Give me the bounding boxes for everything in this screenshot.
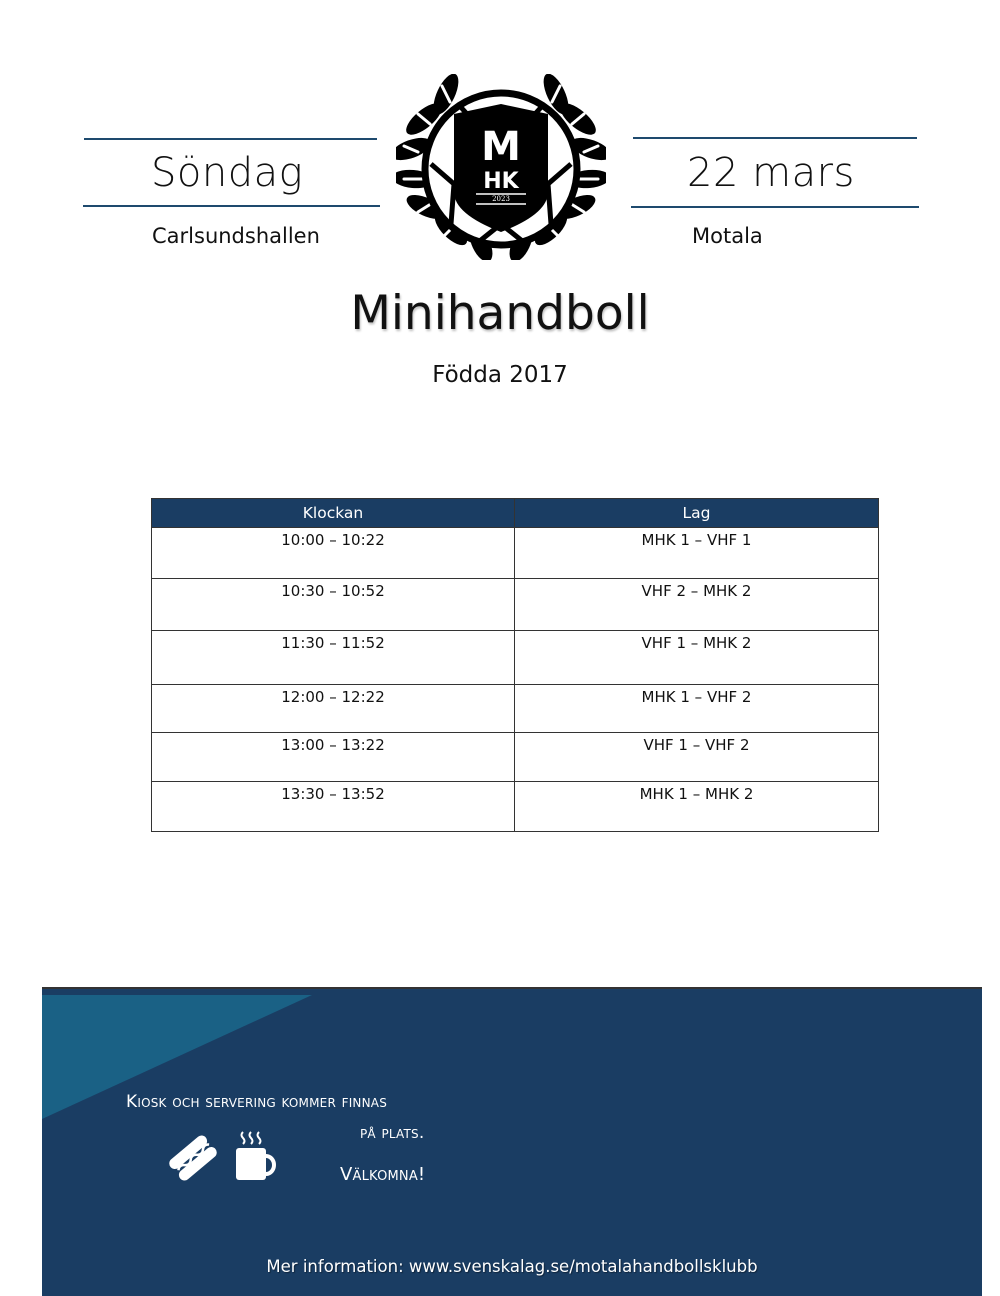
kiosk-text-line2: på plats.: [360, 1123, 425, 1143]
time-cell: 10:30 – 10:52: [152, 579, 515, 631]
time-cell: 11:30 – 11:52: [152, 631, 515, 685]
match-cell: MHK 1 – VHF 2: [515, 685, 879, 733]
match-cell: VHF 1 – VHF 2: [515, 733, 879, 782]
time-cell: 13:30 – 13:52: [152, 782, 515, 832]
city-label: Motala: [692, 224, 763, 248]
left-top-rule: [84, 138, 377, 140]
match-cell: VHF 1 – MHK 2: [515, 631, 879, 685]
time-cell: 13:00 – 13:22: [152, 733, 515, 782]
logo-letters-hk: HK: [483, 169, 519, 194]
welcome-text: Välkomna!: [340, 1164, 426, 1185]
column-header-teams: Lag: [515, 499, 879, 528]
match-cell: MHK 1 – MHK 2: [515, 782, 879, 832]
table-row: [152, 579, 879, 631]
more-info-text: Mer information: www.svenskalag.se/motalahandbollsklubb: [266, 1257, 758, 1276]
date-label: 22 mars: [687, 150, 855, 196]
table-row: [152, 631, 879, 685]
schedule-header-row: [152, 499, 879, 528]
venue-label: Carlsundshallen: [152, 224, 320, 248]
kiosk-text-line1: Kiosk och servering kommer finnas: [126, 1092, 388, 1112]
footer-banner: [42, 987, 982, 1296]
column-header-time: Klockan: [152, 499, 515, 528]
table-row: [152, 782, 879, 832]
match-cell: MHK 1 – VHF 1: [515, 528, 879, 579]
event-title: Minihandboll: [350, 286, 650, 341]
logo-letter-m: M: [481, 124, 521, 170]
event-subtitle: Födda 2017: [432, 362, 568, 388]
table-row: [152, 733, 879, 782]
coffee-cup-icon: [234, 1130, 280, 1184]
left-bottom-rule: [83, 205, 380, 207]
right-bottom-rule: [631, 206, 919, 208]
logo-year: 2023: [492, 195, 510, 203]
hotdog-icon: [168, 1135, 218, 1181]
right-top-rule: [633, 137, 917, 139]
time-cell: 10:00 – 10:22: [152, 528, 515, 579]
club-logo: [396, 74, 606, 260]
table-row: [152, 528, 879, 579]
schedule-table: [151, 498, 879, 832]
table-row: [152, 685, 879, 733]
day-label: Söndag: [151, 150, 304, 196]
time-cell: 12:00 – 12:22: [152, 685, 515, 733]
match-cell: VHF 2 – MHK 2: [515, 579, 879, 631]
